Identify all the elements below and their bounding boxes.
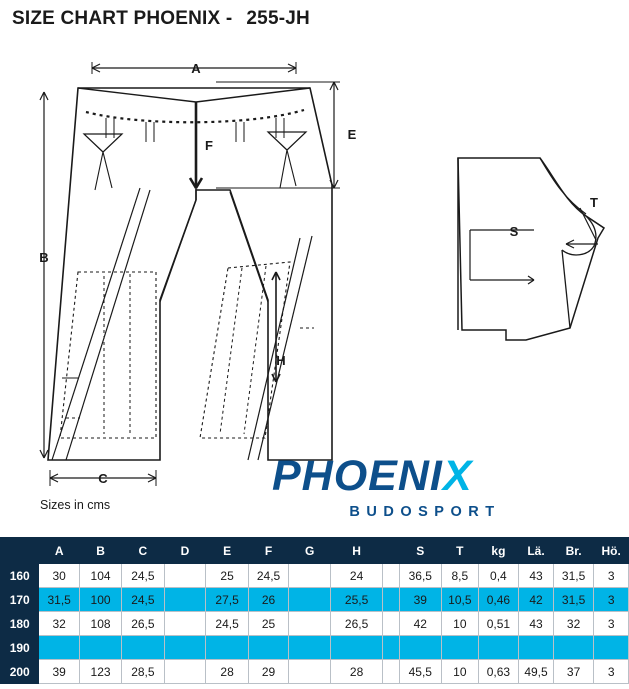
- table-row: [1, 660, 629, 684]
- table-row: [1, 564, 629, 588]
- dimension-label-s: S: [509, 224, 519, 239]
- cell-c: 24,5: [122, 564, 164, 588]
- header-breite: Br.: [553, 538, 593, 564]
- cell-d: [164, 636, 206, 660]
- cell-spacer: [383, 588, 400, 612]
- header-a: A: [39, 538, 79, 564]
- cell-d: [164, 612, 206, 636]
- page-title-main: SIZE CHART PHOENIX -: [12, 8, 233, 29]
- logo-wordmark-main: PHOENI: [272, 452, 443, 500]
- cell-kg: 0,51: [478, 612, 518, 636]
- cell-spacer: [383, 612, 400, 636]
- dimension-label-b: B: [39, 250, 49, 265]
- cell-b: 104: [79, 564, 121, 588]
- cell-t: 10: [442, 660, 479, 684]
- header-g: G: [289, 538, 331, 564]
- cell-a: 31,5: [39, 588, 79, 612]
- header-h: H: [331, 538, 383, 564]
- header-e: E: [206, 538, 248, 564]
- row-size-label: 160: [1, 564, 39, 588]
- cell-kg: 0,63: [478, 660, 518, 684]
- cell-c: [122, 636, 164, 660]
- phoenix-logo: [272, 452, 572, 535]
- cell-e: [206, 636, 248, 660]
- cell-kg: 0,46: [478, 588, 518, 612]
- cell-d: [164, 660, 206, 684]
- cell-s: 42: [399, 612, 441, 636]
- cell-h: 25,5: [331, 588, 383, 612]
- table-row: [1, 636, 629, 660]
- cell-t: 8,5: [442, 564, 479, 588]
- cell-a: 39: [39, 660, 79, 684]
- cell-b: 123: [79, 660, 121, 684]
- cell-laenge: [519, 636, 554, 660]
- cell-b: 100: [79, 588, 121, 612]
- cell-t: [442, 636, 479, 660]
- cell-breite: 37: [553, 660, 593, 684]
- header-laenge: Lä.: [519, 538, 554, 564]
- cell-s: 39: [399, 588, 441, 612]
- dimension-label-f: F: [205, 138, 213, 153]
- header-b: B: [79, 538, 121, 564]
- trousers-technical-drawing: [0, 40, 629, 520]
- page-title-code: 255-JH: [246, 8, 310, 29]
- cell-e: 27,5: [206, 588, 248, 612]
- cell-a: 32: [39, 612, 79, 636]
- logo-wordmark-x: X: [442, 452, 473, 500]
- cell-breite: [553, 636, 593, 660]
- cell-spacer: [383, 564, 400, 588]
- cell-kg: 0,4: [478, 564, 518, 588]
- table-row: [1, 588, 629, 612]
- dimension-label-c: C: [98, 471, 108, 486]
- logo-subtitle: BUDOSPORT: [349, 504, 501, 520]
- cell-g: [289, 636, 331, 660]
- cell-hoehe: 3: [594, 660, 629, 684]
- header-kg: kg: [478, 538, 518, 564]
- cell-t: 10,5: [442, 588, 479, 612]
- cell-spacer: [383, 636, 400, 660]
- cell-breite: 31,5: [553, 564, 593, 588]
- cell-h: 28: [331, 660, 383, 684]
- dimension-label-h: H: [276, 353, 286, 368]
- cell-t: 10: [442, 612, 479, 636]
- cell-s: 45,5: [399, 660, 441, 684]
- row-size-label: 190: [1, 636, 39, 660]
- cell-f: 26: [248, 588, 288, 612]
- dimension-label-t: T: [590, 195, 598, 210]
- cell-hoehe: 3: [594, 564, 629, 588]
- dimension-label-e: E: [347, 127, 357, 142]
- cell-f: 29: [248, 660, 288, 684]
- header-d: D: [164, 538, 206, 564]
- row-size-label: 200: [1, 660, 39, 684]
- cell-f: 25: [248, 612, 288, 636]
- cell-h: 26,5: [331, 612, 383, 636]
- cell-d: [164, 588, 206, 612]
- cell-c: 26,5: [122, 612, 164, 636]
- cell-b: [79, 636, 121, 660]
- cell-e: 24,5: [206, 612, 248, 636]
- cell-b: 108: [79, 612, 121, 636]
- header-size: [1, 538, 39, 564]
- cell-e: 28: [206, 660, 248, 684]
- table-row: [1, 612, 629, 636]
- header-hoehe: Hö.: [594, 538, 629, 564]
- cell-d: [164, 564, 206, 588]
- sizes-unit-note: Sizes in cms: [40, 498, 111, 512]
- table-header-row: [1, 538, 629, 564]
- header-f: F: [248, 538, 288, 564]
- cell-laenge: 49,5: [519, 660, 554, 684]
- cell-a: [39, 636, 79, 660]
- cell-laenge: 43: [519, 564, 554, 588]
- cell-a: 30: [39, 564, 79, 588]
- page-title: [12, 8, 310, 30]
- cell-g: [289, 564, 331, 588]
- logo-wordmark: [272, 452, 572, 500]
- cell-c: 24,5: [122, 588, 164, 612]
- row-size-label: 170: [1, 588, 39, 612]
- cell-f: 24,5: [248, 564, 288, 588]
- dimension-label-a: A: [191, 61, 201, 76]
- cell-g: [289, 660, 331, 684]
- header-spacer: [383, 538, 400, 564]
- cell-hoehe: 3: [594, 588, 629, 612]
- cell-s: [399, 636, 441, 660]
- cell-e: 25: [206, 564, 248, 588]
- header-t: T: [442, 538, 479, 564]
- measurements-table: [0, 537, 629, 684]
- cell-h: [331, 636, 383, 660]
- cell-laenge: 43: [519, 612, 554, 636]
- cell-spacer: [383, 660, 400, 684]
- header-s: S: [399, 538, 441, 564]
- cell-s: 36,5: [399, 564, 441, 588]
- cell-kg: [478, 636, 518, 660]
- cell-g: [289, 612, 331, 636]
- cell-breite: 32: [553, 612, 593, 636]
- cell-hoehe: 3: [594, 612, 629, 636]
- cell-c: 28,5: [122, 660, 164, 684]
- cell-breite: 31,5: [553, 588, 593, 612]
- header-c: C: [122, 538, 164, 564]
- cell-g: [289, 588, 331, 612]
- cell-hoehe: [594, 636, 629, 660]
- row-size-label: 180: [1, 612, 39, 636]
- cell-laenge: 42: [519, 588, 554, 612]
- cell-h: 24: [331, 564, 383, 588]
- cell-f: [248, 636, 288, 660]
